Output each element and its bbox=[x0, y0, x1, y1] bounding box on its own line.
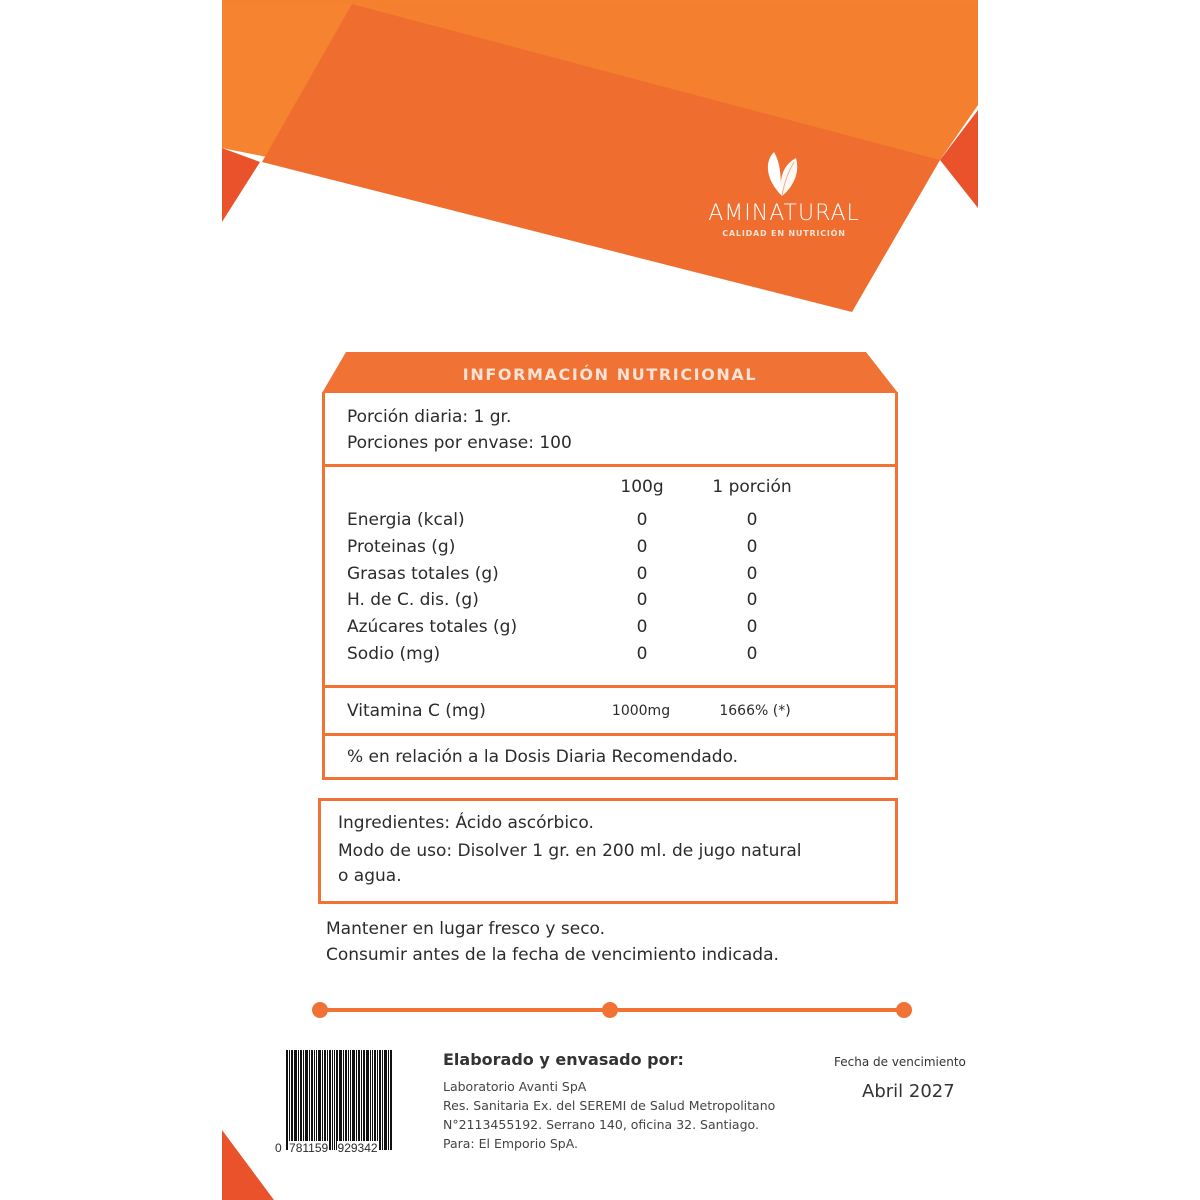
servings-per-container: Porciones por envase: 100 bbox=[347, 433, 572, 453]
expiry-label: Fecha de vencimiento bbox=[834, 1055, 966, 1069]
nutrient-row bbox=[347, 587, 895, 614]
expiry-date: Abril 2027 bbox=[862, 1081, 955, 1102]
storage-instructions bbox=[326, 916, 779, 968]
nutrient-value-100g: 0 bbox=[636, 617, 648, 638]
nutrient-value-portion: 0 bbox=[746, 563, 758, 584]
serving-info bbox=[325, 392, 895, 464]
nutrient-value-portion: 0 bbox=[746, 643, 758, 664]
ingredients-text: Ingredientes: Ácido ascórbico. bbox=[338, 813, 594, 833]
ingredients-box bbox=[318, 798, 898, 904]
nutrient-name: Azúcares totales (g) bbox=[347, 617, 518, 638]
usage-line-1: Modo de uso: Disolver 1 gr. en 200 ml. de jugo natural bbox=[338, 841, 802, 861]
product-label-back bbox=[222, 0, 978, 1200]
manufacturer-line: Laboratorio Avanti SpA bbox=[443, 1079, 587, 1094]
usage-line-2: o agua. bbox=[338, 866, 402, 886]
manufacturer-line: Para: El Emporio SpA. bbox=[443, 1136, 579, 1151]
column-header-portion: 1 porción bbox=[712, 477, 792, 497]
nutrient-value-100g: 0 bbox=[636, 510, 648, 531]
nutrient-value-portion: 0 bbox=[746, 537, 758, 558]
nutrient-header-row bbox=[347, 473, 895, 501]
nutrient-value-portion: 0 bbox=[746, 590, 758, 611]
nutrient-value-portion: 0 bbox=[746, 617, 758, 638]
nutrition-footnote bbox=[325, 733, 895, 777]
nutrient-name: H. de C. dis. (g) bbox=[347, 590, 479, 611]
nutrient-value-100g: 0 bbox=[636, 563, 648, 584]
corner-decoration bbox=[222, 1130, 282, 1200]
brand-name: AMINATURAL bbox=[708, 201, 860, 226]
nutrient-row bbox=[347, 614, 895, 641]
nutrient-row bbox=[347, 534, 895, 561]
expiry-info bbox=[834, 1055, 978, 1102]
brand-tagline: CALIDAD EN NUTRICIÓN bbox=[722, 229, 846, 238]
serving-size: Porción diaria: 1 gr. bbox=[347, 407, 512, 427]
storage-line-2: Consumir antes de la fecha de vencimiento indicada. bbox=[326, 945, 779, 965]
header-graphic bbox=[222, 0, 978, 320]
nutrient-name: Sodio (mg) bbox=[347, 643, 441, 664]
storage-line-1: Mantener en lugar fresco y seco. bbox=[326, 919, 606, 939]
barcode bbox=[274, 1050, 406, 1162]
vitamin-value-100g: 1000mg bbox=[611, 702, 671, 719]
manufacturer-line: Res. Sanitaria Ex. del SEREMI de Salud Metropolitano bbox=[443, 1098, 776, 1113]
nutrient-row bbox=[347, 640, 895, 667]
manufacturer-line: N°2113455192. Serrano 140, oficina 32. Santiago. bbox=[443, 1117, 759, 1132]
vitamin-name: Vitamina C (mg) bbox=[347, 700, 486, 721]
divider-dot bbox=[312, 1002, 328, 1018]
nutrient-row bbox=[347, 507, 895, 534]
brand-logo bbox=[704, 150, 864, 238]
manufacturer-info bbox=[443, 1050, 775, 1153]
barcode-bars bbox=[286, 1050, 406, 1150]
footnote-text: % en relación a la Dosis Diaria Recomendado. bbox=[347, 746, 739, 767]
divider-dot bbox=[896, 1002, 912, 1018]
nutrient-value-portion: 0 bbox=[746, 510, 758, 531]
nutrient-name: Proteinas (g) bbox=[347, 537, 456, 558]
nutrient-row bbox=[347, 560, 895, 587]
nutrient-name: Grasas totales (g) bbox=[347, 563, 499, 584]
manufacturer-title: Elaborado y envasado por: bbox=[443, 1050, 684, 1069]
nutrient-name: Energia (kcal) bbox=[347, 510, 465, 531]
barcode-number: 0 781159 929342 bbox=[275, 1141, 378, 1155]
vitamin-row bbox=[325, 685, 895, 733]
leaf-icon bbox=[760, 150, 808, 200]
nutrition-title: INFORMACIÓN NUTRICIONAL bbox=[462, 365, 758, 384]
column-header-100g: 100g bbox=[620, 477, 664, 497]
nutrient-value-100g: 0 bbox=[636, 537, 648, 558]
dotted-divider bbox=[312, 1000, 912, 1020]
nutrient-grid bbox=[325, 464, 895, 685]
nutrient-value-100g: 0 bbox=[636, 590, 648, 611]
nutrient-value-100g: 0 bbox=[636, 643, 648, 664]
nutrition-header bbox=[322, 352, 898, 393]
vitamin-value-portion: 1666% (*) bbox=[719, 702, 791, 719]
nutrition-table bbox=[322, 392, 898, 780]
divider-dot bbox=[602, 1002, 618, 1018]
